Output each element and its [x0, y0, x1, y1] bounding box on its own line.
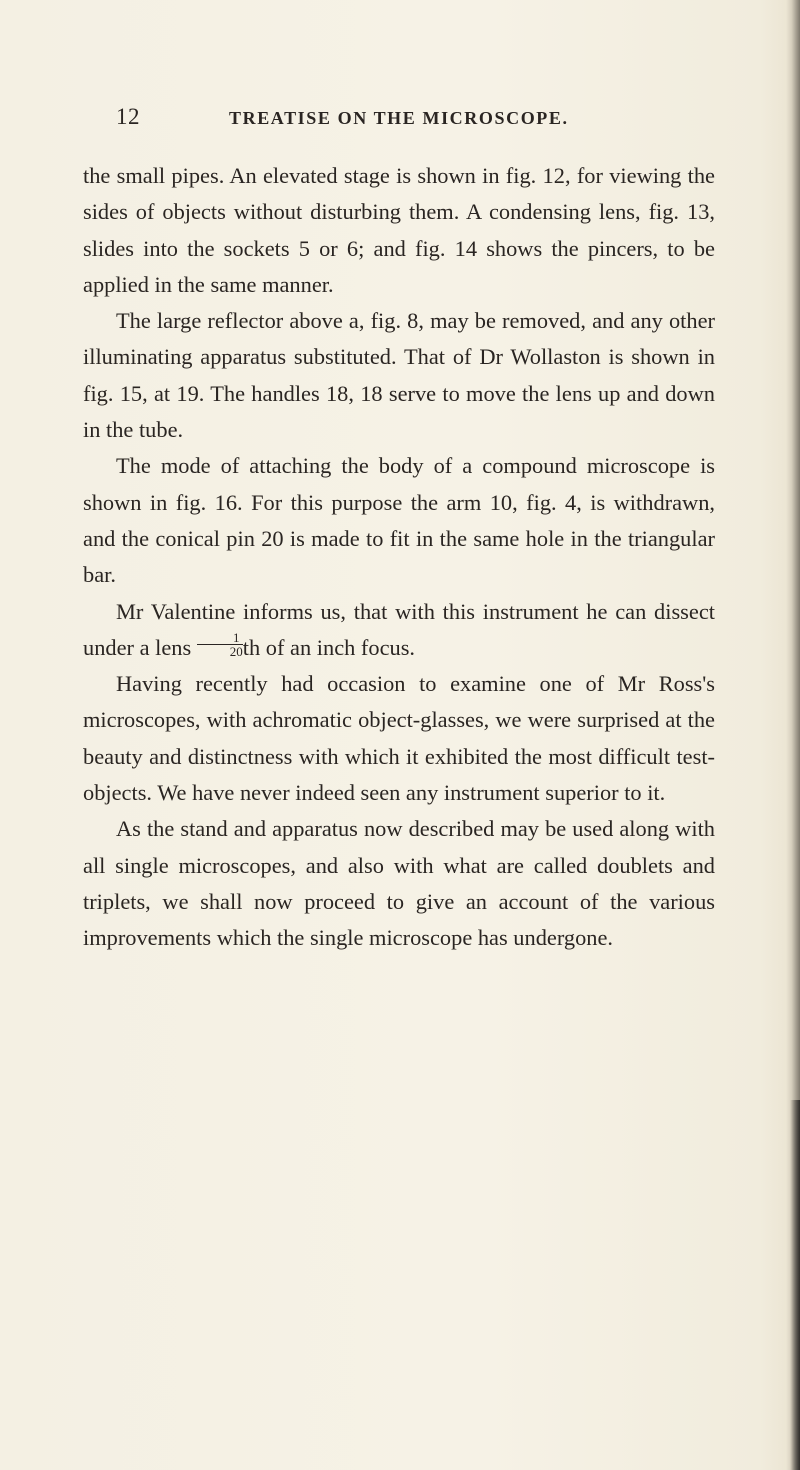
page-edge-dark: [790, 1100, 800, 1470]
valentine-text-before: Mr Valentine informs us, that with this instrument he can dissect under a lens: [83, 598, 715, 660]
running-head: TREATISE ON THE MICROSCOPE.: [229, 108, 569, 128]
page-number: 12: [116, 104, 140, 129]
paragraph-stage-condenser: the small pipes. An elevated stage is shown in fig. 12, for viewing the sides of objects without disturbing them. A condensing lens, fig. 13, slides into the sockets 5 or 6; and fig. 14 shows the pincers, to be applied in the same manner.: [83, 163, 715, 297]
valentine-text-after: th of an inch focus.: [242, 634, 416, 660]
lens-fraction: [197, 631, 243, 658]
fraction-denominator: 20: [229, 643, 243, 659]
page-header: [83, 104, 743, 134]
fraction-numerator: 1: [197, 631, 243, 645]
paragraph-compound-body: The mode of attaching the body of a compound microscope is shown in fig. 16. For this purpose the arm 10, fig. 4, is withdrawn, and the conical pin 20 is made to fit in the same hole in the triangular bar.: [83, 453, 715, 588]
paragraph-reflector: The large reflector above a, fig. 8, may be removed, and any other illuminating apparatus substituted. That of Dr Wollaston is shown in fig. 15, at 19. The handles 18, 18 serve to move the lens up and down in the tube.: [83, 308, 715, 443]
paragraph-valentine: [83, 594, 715, 667]
body-text: [83, 158, 715, 957]
paragraph-single-microscope: As the stand and apparatus now described may be used along with all single microscopes, and also with what are called doublets and triplets, we shall now proceed to give an account of the various improvements which the single microscope has undergone.: [83, 816, 715, 951]
paragraph-ross-microscopes: Having recently had occasion to examine one of Mr Ross's microscopes, with achromatic object-glasses, we were surprised at the beauty and distinctness with which it exhibited the most difficult test-objects. We have never indeed seen any instrument superior to it.: [83, 671, 715, 806]
